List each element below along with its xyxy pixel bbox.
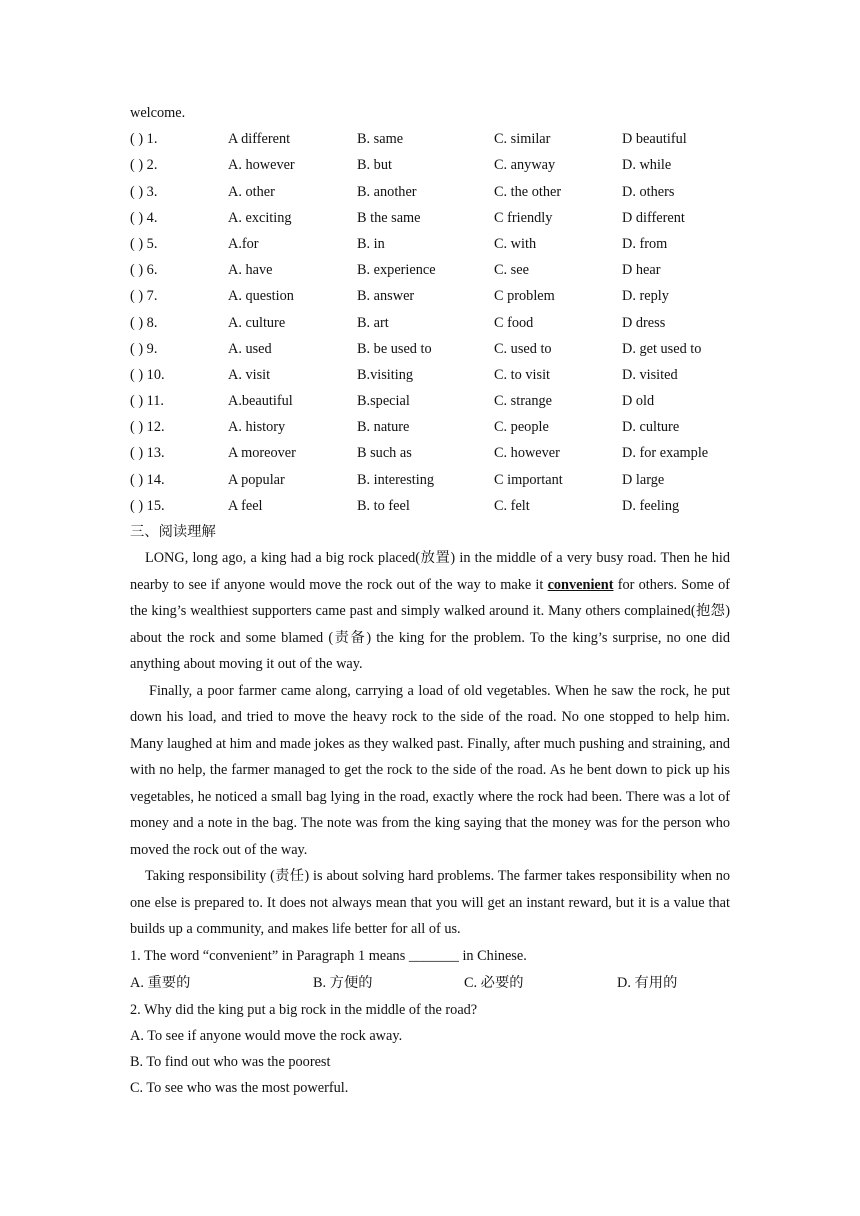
option-b: B. to feel [357,497,410,514]
question-number: ( ) 7. [130,288,158,305]
option-c: C. people [494,419,549,436]
question-number: ( ) 8. [130,314,158,331]
option-row [130,493,730,519]
option-b: B. nature [357,419,410,436]
option-d: D dress [622,314,666,331]
option-row [130,310,730,336]
q1-option-c: C. 必要的 [464,974,524,991]
option-d: D. get used to [622,340,702,357]
option-row [130,362,730,388]
option-b: B. experience [357,262,436,279]
option-c: C. similar [494,131,551,148]
option-row [130,336,730,362]
option-a: A.for [228,235,259,252]
question-number: ( ) 5. [130,235,158,252]
option-d: D. visited [622,366,678,383]
option-row [130,283,730,309]
q2-option-a: A. To see if anyone would move the rock away. [130,1028,403,1045]
option-a: A different [228,131,291,148]
question-number: ( ) 2. [130,157,158,174]
option-d: D old [622,393,655,410]
option-a: A. however [228,157,295,174]
option-c: C. to visit [494,366,551,383]
option-d: D. culture [622,419,680,436]
option-b: B. but [357,157,392,174]
option-c: C. used to [494,340,552,357]
passage-paragraph-2: Finally, a poor farmer came along, carrying a load of old vegetables. When he saw the rock, he put down his load, and tried to move the heavy rock to the side of the road. No one stopped to help him. Many laughed at him and made jokes as they walked past. Finally, after much pushing and straining, and with no help, the farmer managed to get the rock to the side of the road. As he bent down to pick up his vegetables, he noticed a small bag lying in the road, exactly where the rock had been. There was a lot of money and a note in the bag. The note was from the king saying that the money was for the person who moved the rock out of the way. [130,682,730,858]
option-a: A.beautiful [228,393,293,410]
question-1-stem: 1. The word “convenient” in Paragraph 1 means _______ in Chinese. [130,947,527,964]
option-row [130,388,730,414]
option-c: C important [494,471,563,488]
option-b: B.special [357,393,410,410]
question-number: ( ) 14. [130,471,165,488]
option-row [130,179,730,205]
worksheet-page [130,100,730,1102]
option-d: D. feeling [622,497,680,514]
option-a: A. exciting [228,209,292,226]
option-a: A. question [228,288,294,305]
question-1-options [130,969,730,997]
option-d: D. while [622,157,672,174]
question-number: ( ) 6. [130,262,158,279]
option-c: C. see [494,262,529,279]
option-row [130,440,730,466]
p1-text-after: for others. Some of the king’s wealthiest supporters came past and simply walked around it. Many others complained(抱怨) about the rock and some blamed (责备) the king for the problem. To the king’s surprise, no one did anything about moving it out of the way. [130,576,730,673]
option-a: A. visit [228,366,271,383]
option-c: C. anyway [494,157,556,174]
option-b: B. art [357,314,389,331]
option-row [130,205,730,231]
question-2-stem: 2. Why did the king put a big rock in the middle of the road? [130,1001,478,1018]
option-b: B.visiting [357,366,414,383]
option-c: C. felt [494,497,530,514]
q1-option-d: D. 有用的 [617,974,678,991]
question-number: ( ) 15. [130,497,165,514]
passage-paragraph-1 [130,545,730,678]
option-a: A. other [228,183,275,200]
question-number: ( ) 13. [130,445,165,462]
option-row [130,126,730,152]
option-d: D. from [622,235,668,252]
option-d: D. others [622,183,675,200]
q2-option-c: C. To see who was the most powerful. [130,1080,349,1097]
option-row [130,152,730,178]
option-a: A. have [228,262,273,279]
cloze-options-list [130,126,730,519]
question-number: ( ) 11. [130,393,165,410]
question-number: ( ) 9. [130,340,158,357]
option-a: A popular [228,471,285,488]
intro-tail: welcome. [130,105,186,121]
option-b: B. same [357,131,404,148]
option-b: B the same [357,209,421,226]
option-c: C food [494,314,534,331]
question-number: ( ) 12. [130,419,165,436]
option-d: D hear [622,262,661,279]
keyword-convenient: convenient [547,576,614,593]
option-a: A feel [228,497,263,514]
question-number: ( ) 3. [130,183,158,200]
option-b: B. be used to [357,340,432,357]
option-c: C. with [494,235,537,252]
option-b: B. interesting [357,471,435,488]
option-row [130,257,730,283]
option-d: D different [622,209,685,226]
option-row [130,231,730,257]
option-d: D. reply [622,288,669,305]
option-row [130,414,730,440]
option-b: B such as [357,445,412,462]
q1-option-b: B. 方便的 [313,974,373,991]
q1-option-a: A. 重要的 [130,974,191,991]
option-c: C. the other [494,183,562,200]
option-b: B. in [357,235,385,252]
option-d: D large [622,471,665,488]
option-d: D. for example [622,445,709,462]
option-c: C. strange [494,393,552,410]
option-c: C. however [494,445,560,462]
section-title: 三、阅读理解 [130,524,216,540]
p1-text-before: LONG, long ago, a king had a big rock placed(放置) in the middle of a very busy road. Then he hid nearby to see if anyone would move the rock out of the way to make it [130,550,730,593]
option-d: D beautiful [622,131,687,148]
option-c: C problem [494,288,555,305]
option-a: A. history [228,419,286,436]
option-a: A. culture [228,314,286,331]
q2-option-b: B. To find out who was the poorest [130,1054,331,1071]
option-b: B. answer [357,288,415,305]
option-c: C friendly [494,209,553,226]
option-b: B. another [357,183,417,200]
option-a: A moreover [228,445,296,462]
option-a: A. used [228,340,272,357]
passage-paragraph-3: Taking responsibility (责任) is about solving hard problems. The farmer takes responsibility when no one else is prepared to. It does not always mean that you will get an instant reward, but it is a value that builds up a community, and makes life better for all of us. [130,868,730,938]
question-number: ( ) 10. [130,366,165,383]
question-number: ( ) 1. [130,131,158,148]
question-number: ( ) 4. [130,209,158,226]
option-row [130,467,730,493]
